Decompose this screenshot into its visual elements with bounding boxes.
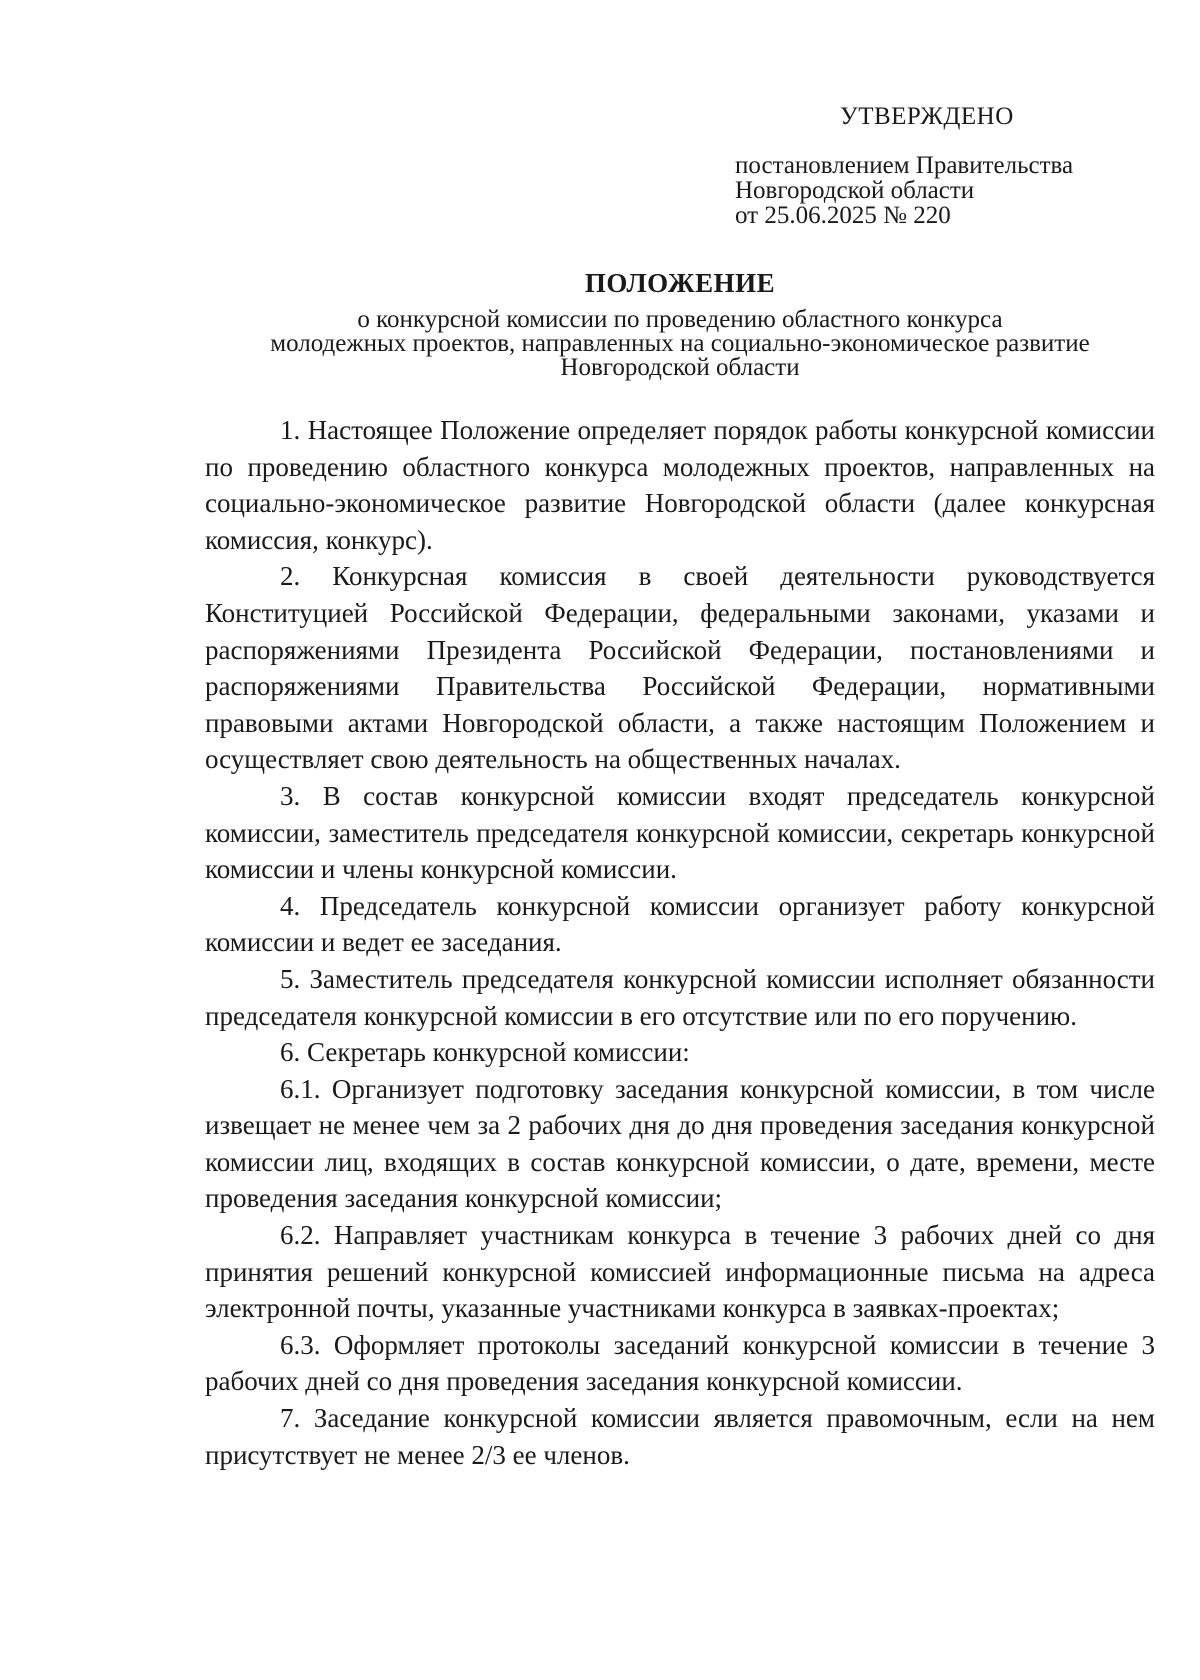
paragraph-6-3: 6.3. Оформляет протоколы заседаний конкурсной комиссии в течение 3 рабочих дней со дня проведения заседания конкурсной комиссии. xyxy=(205,1329,1155,1397)
paragraph-4: 4. Председатель конкурсной комиссии организует работу конкурсной комиссии и ведет ее заседания. xyxy=(205,890,1155,958)
subtitle-line-1: о конкурсной комиссии по проведению областного конкурса xyxy=(357,306,1003,333)
paragraph-7: 7. Заседание конкурсной комиссии является правомочным, если на нем присутствует не менее 2/3 ее членов. xyxy=(205,1403,1155,1470)
paragraph-6-2: 6.2. Направляет участникам конкурса в течение 3 рабочих дней со дня принятия решений конкурсной комиссией информационные письма на адреса электронной почты, указанные участниками конкурса в заявках-проектах; xyxy=(205,1220,1155,1324)
approval-line-3: от 25.06.2025 № 220 xyxy=(735,202,951,229)
document-subtitle xyxy=(205,308,1155,380)
paragraph-1: 1. Настоящее Положение определяет порядок работы конкурсной комиссии по проведению областного конкурса молодежных проектов, направленных на социально-экономическое развитие Новгородской области (далее конкурсная комиссия, конкурс). xyxy=(205,415,1155,555)
paragraph-6-1: 6.1. Организует подготовку заседания конкурсной комиссии, в том числе извещает не менее чем за 2 рабочих дня до дня проведения заседания конкурсной комиссии лиц, входящих в состав конкурсной комиссии, о дате, времени, месте проведения заседания конкурсной комиссии; xyxy=(205,1073,1155,1214)
paragraph-2: 2. Конкурсная комиссия в своей деятельности руководствуется Конституцией Российской Федерации, федеральными законами, указами и распоряжениями Президента Российской Федерации, постановлениями и распоряжениями Правительства Российской Федерации, нормативными правовыми актами Новгородской области, а также настоящим Положением и осуществляет свою деятельность на общественных началах. xyxy=(205,561,1155,775)
paragraph-5: 5. Заместитель председателя конкурсной комиссии исполняет обязанности председателя конкурсной комиссии в его отсутствие или по его поручению. xyxy=(205,963,1155,1031)
paragraph-6: 6. Секретарь конкурсной комиссии: xyxy=(280,1037,690,1068)
subtitle-line-2: молодежных проектов, направленных на социально-экономическое развитие xyxy=(270,330,1090,357)
approval-stamp: УТВЕРЖДЕНО xyxy=(840,103,1014,130)
subtitle-line-3: Новгородской области xyxy=(560,354,800,381)
document-body xyxy=(205,412,1155,1473)
approval-block xyxy=(735,104,1155,228)
paragraph-3: 3. В состав конкурсной комиссии входят председатель конкурсной комиссии, заместитель председателя конкурсной комиссии, секретарь конкурсной комиссии и члены конкурсной комиссии. xyxy=(205,780,1155,885)
approval-line-2: Новгородской области xyxy=(735,177,975,204)
document-title: ПОЛОЖЕНИЕ xyxy=(584,268,776,298)
approval-line-1: постановлением Правительства xyxy=(735,152,1074,179)
